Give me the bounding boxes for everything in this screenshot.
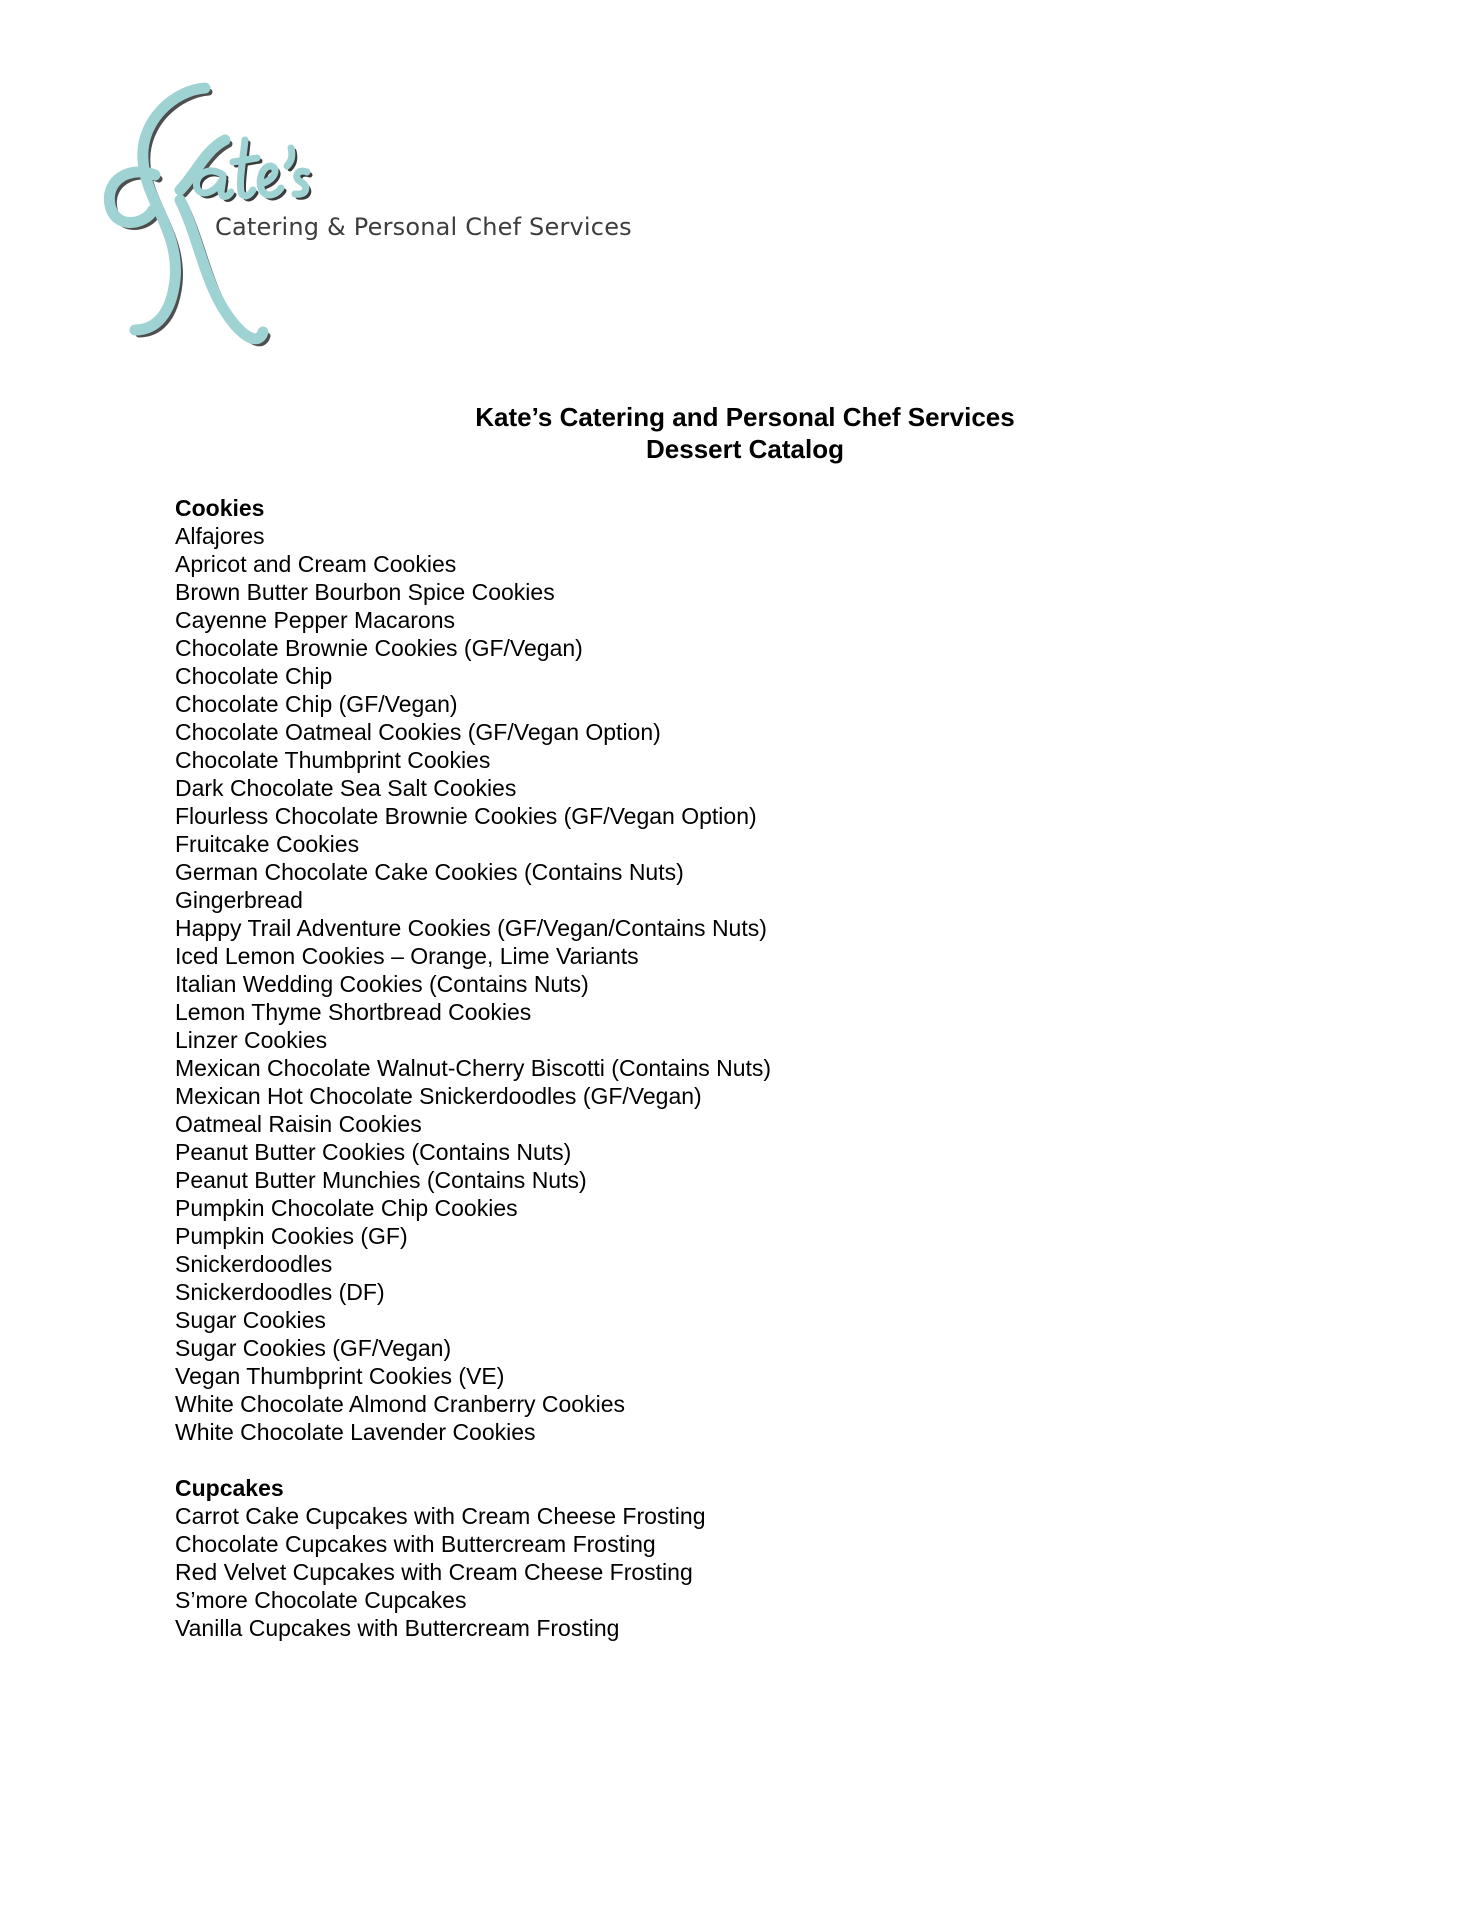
list-item: S’more Chocolate Cupcakes	[175, 1587, 467, 1613]
section-cookies	[175, 494, 1375, 1446]
company-logo	[85, 80, 632, 350]
list-item: Cayenne Pepper Macarons	[175, 607, 455, 633]
list-item: Lemon Thyme Shortbread Cookies	[175, 999, 532, 1025]
list-item: Peanut Butter Munchies (Contains Nuts)	[175, 1167, 587, 1193]
list-item: White Chocolate Almond Cranberry Cookies	[175, 1391, 625, 1417]
logo-tagline: Catering & Personal Chef Services	[215, 213, 632, 241]
document-title: Kate’s Catering and Personal Chef Services	[475, 402, 1015, 432]
list-item: German Chocolate Cake Cookies (Contains Nuts)	[175, 859, 684, 885]
list-item: Mexican Chocolate Walnut-Cherry Biscotti (Contains Nuts)	[175, 1055, 772, 1081]
dessert-catalog	[175, 494, 1375, 1642]
list-item: Dark Chocolate Sea Salt Cookies	[175, 775, 517, 801]
list-item: Oatmeal Raisin Cookies	[175, 1111, 422, 1137]
list-item: Vegan Thumbprint Cookies (VE)	[175, 1363, 505, 1389]
list-item: Chocolate Cupcakes with Buttercream Frosting	[175, 1531, 656, 1557]
list-item: Happy Trail Adventure Cookies (GF/Vegan/Contains Nuts)	[175, 915, 767, 941]
list-item: Vanilla Cupcakes with Buttercream Frosting	[175, 1615, 620, 1641]
list-item: Chocolate Thumbprint Cookies	[175, 747, 491, 773]
list-item: Chocolate Oatmeal Cookies (GF/Vegan Option)	[175, 719, 661, 745]
document-header	[0, 401, 1484, 465]
list-item: Carrot Cake Cupcakes with Cream Cheese Frosting	[175, 1503, 706, 1529]
list-item: Alfajores	[175, 523, 265, 549]
list-item: Fruitcake Cookies	[175, 831, 360, 857]
section-heading: Cookies	[175, 495, 265, 521]
list-item: Linzer Cookies	[175, 1027, 328, 1053]
list-item: Pumpkin Cookies (GF)	[175, 1223, 408, 1249]
list-item: Chocolate Chip (GF/Vegan)	[175, 691, 458, 717]
list-item: Sugar Cookies (GF/Vegan)	[175, 1335, 452, 1361]
list-item: Apricot and Cream Cookies	[175, 551, 457, 577]
list-item: Gingerbread	[175, 887, 303, 913]
document-subtitle: Dessert Catalog	[646, 434, 844, 464]
list-item: Red Velvet Cupcakes with Cream Cheese Frosting	[175, 1559, 693, 1585]
list-item: Pumpkin Chocolate Chip Cookies	[175, 1195, 518, 1221]
list-item: Snickerdoodles (DF)	[175, 1279, 385, 1305]
list-item: Peanut Butter Cookies (Contains Nuts)	[175, 1139, 572, 1165]
list-item: Sugar Cookies	[175, 1307, 326, 1333]
section-heading: Cupcakes	[175, 1475, 284, 1501]
list-item: Flourless Chocolate Brownie Cookies (GF/Vegan Option)	[175, 803, 757, 829]
list-item: Brown Butter Bourbon Spice Cookies	[175, 579, 555, 605]
list-item: Chocolate Brownie Cookies (GF/Vegan)	[175, 635, 583, 661]
section-cupcakes	[175, 1474, 1375, 1642]
list-item: Snickerdoodles	[175, 1251, 333, 1277]
list-item: Iced Lemon Cookies – Orange, Lime Variants	[175, 943, 639, 969]
list-item: Italian Wedding Cookies (Contains Nuts)	[175, 971, 589, 997]
list-item: White Chocolate Lavender Cookies	[175, 1419, 536, 1445]
list-item: Mexican Hot Chocolate Snickerdoodles (GF/Vegan)	[175, 1083, 702, 1109]
list-item: Chocolate Chip	[175, 663, 333, 689]
